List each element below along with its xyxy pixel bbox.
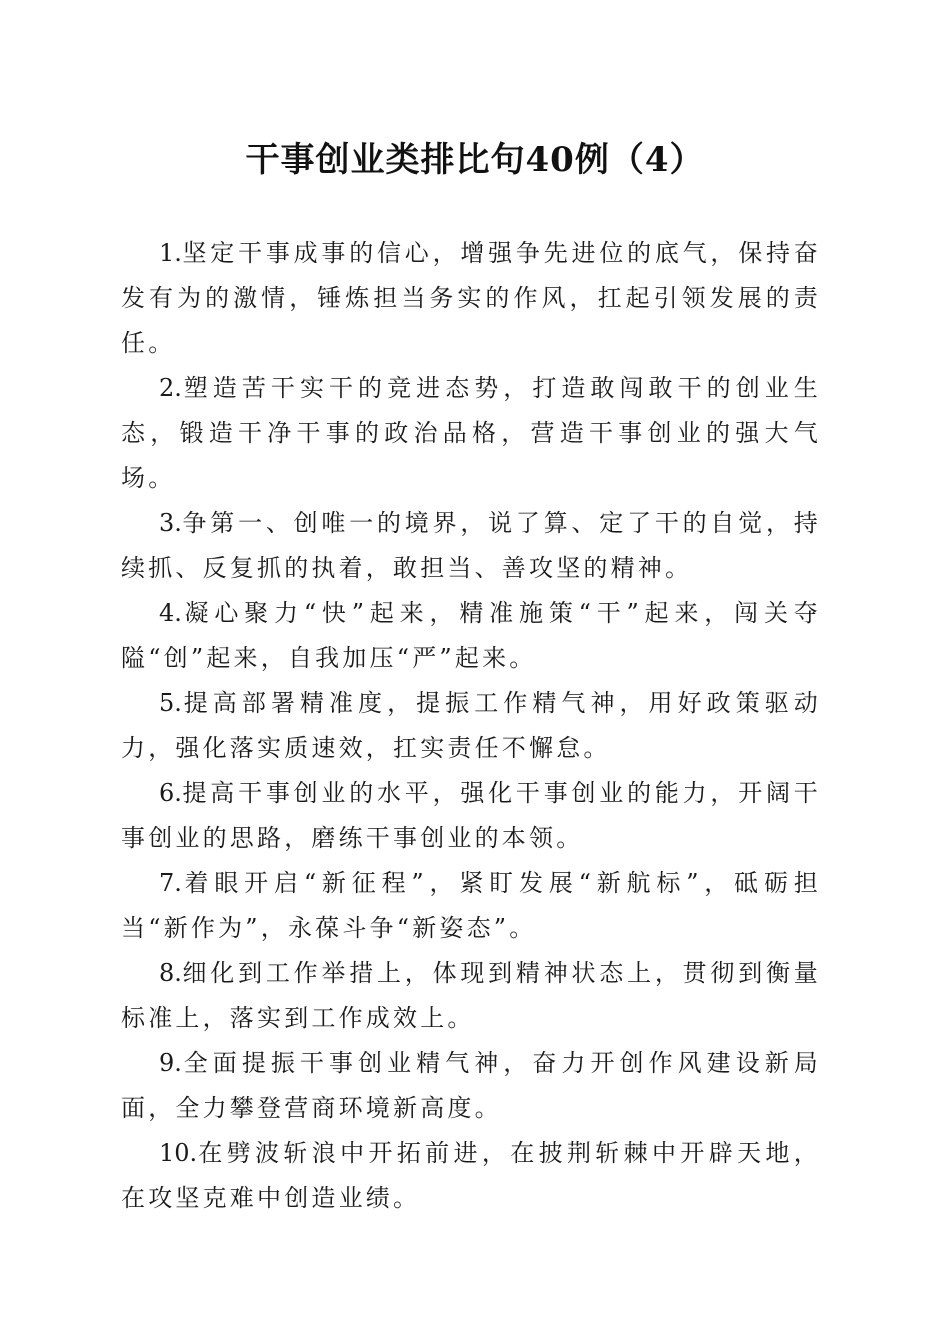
paragraph-text: 着眼开启“新征程”，紧盯发展“新航标”，砥砺担当“新作为”，永葆斗争“新姿态”。 bbox=[121, 869, 821, 942]
paragraph-number: 4. bbox=[159, 599, 182, 627]
paragraph-text: 在劈波斩浪中开拓前进，在披荆斩棘中开辟天地，在攻坚克难中创造业绩。 bbox=[121, 1139, 821, 1212]
paragraph-10 bbox=[121, 1131, 821, 1221]
paragraph-5 bbox=[121, 681, 821, 771]
document-title: 干事创业类排比句40例（4） bbox=[245, 140, 705, 180]
paragraph-text: 坚定干事成事的信心，增强争先进位的底气，保持奋发有为的激情，锤炼担当务实的作风，扛起引领发展的责任。 bbox=[121, 239, 821, 357]
paragraph-number: 3. bbox=[159, 509, 182, 537]
paragraph-6 bbox=[121, 771, 821, 861]
paragraph-3 bbox=[121, 501, 821, 591]
paragraph-text: 争第一、创唯一的境界，说了算、定了干的自觉，持续抓、反复抓的执着，敢担当、善攻坚的精神。 bbox=[121, 509, 821, 582]
paragraph-1 bbox=[121, 231, 821, 366]
paragraph-text: 提高干事创业的水平，强化干事创业的能力，开阔干事创业的思路，磨练干事创业的本领。 bbox=[121, 779, 821, 852]
paragraph-text: 细化到工作举措上，体现到精神状态上，贯彻到衡量标准上，落实到工作成效上。 bbox=[121, 959, 821, 1032]
document-body bbox=[121, 231, 821, 1221]
paragraph-number: 2. bbox=[159, 374, 182, 402]
paragraph-text: 凝心聚力“快”起来，精准施策“干”起来，闯关夺隘“创”起来，自我加压“严”起来。 bbox=[121, 599, 821, 672]
paragraph-number: 10. bbox=[159, 1139, 198, 1167]
paragraph-text: 提高部署精准度，提振工作精气神，用好政策驱动力，强化落实质速效，扛实责任不懈怠。 bbox=[121, 689, 821, 762]
paragraph-8 bbox=[121, 951, 821, 1041]
paragraph-4 bbox=[121, 591, 821, 681]
paragraph-9 bbox=[121, 1041, 821, 1131]
paragraph-2 bbox=[121, 366, 821, 501]
paragraph-number: 7. bbox=[159, 869, 182, 897]
paragraph-number: 5. bbox=[159, 689, 182, 717]
paragraph-number: 9. bbox=[159, 1049, 182, 1077]
paragraph-number: 6. bbox=[159, 779, 182, 807]
paragraph-number: 1. bbox=[159, 239, 182, 267]
paragraph-text: 塑造苦干实干的竞进态势，打造敢闯敢干的创业生态，锻造干净干事的政治品格，营造干事创业的强大气场。 bbox=[121, 374, 821, 492]
paragraph-text: 全面提振干事创业精气神，奋力开创作风建设新局面，全力攀登营商环境新高度。 bbox=[121, 1049, 821, 1122]
paragraph-number: 8. bbox=[159, 959, 182, 987]
paragraph-7 bbox=[121, 861, 821, 951]
